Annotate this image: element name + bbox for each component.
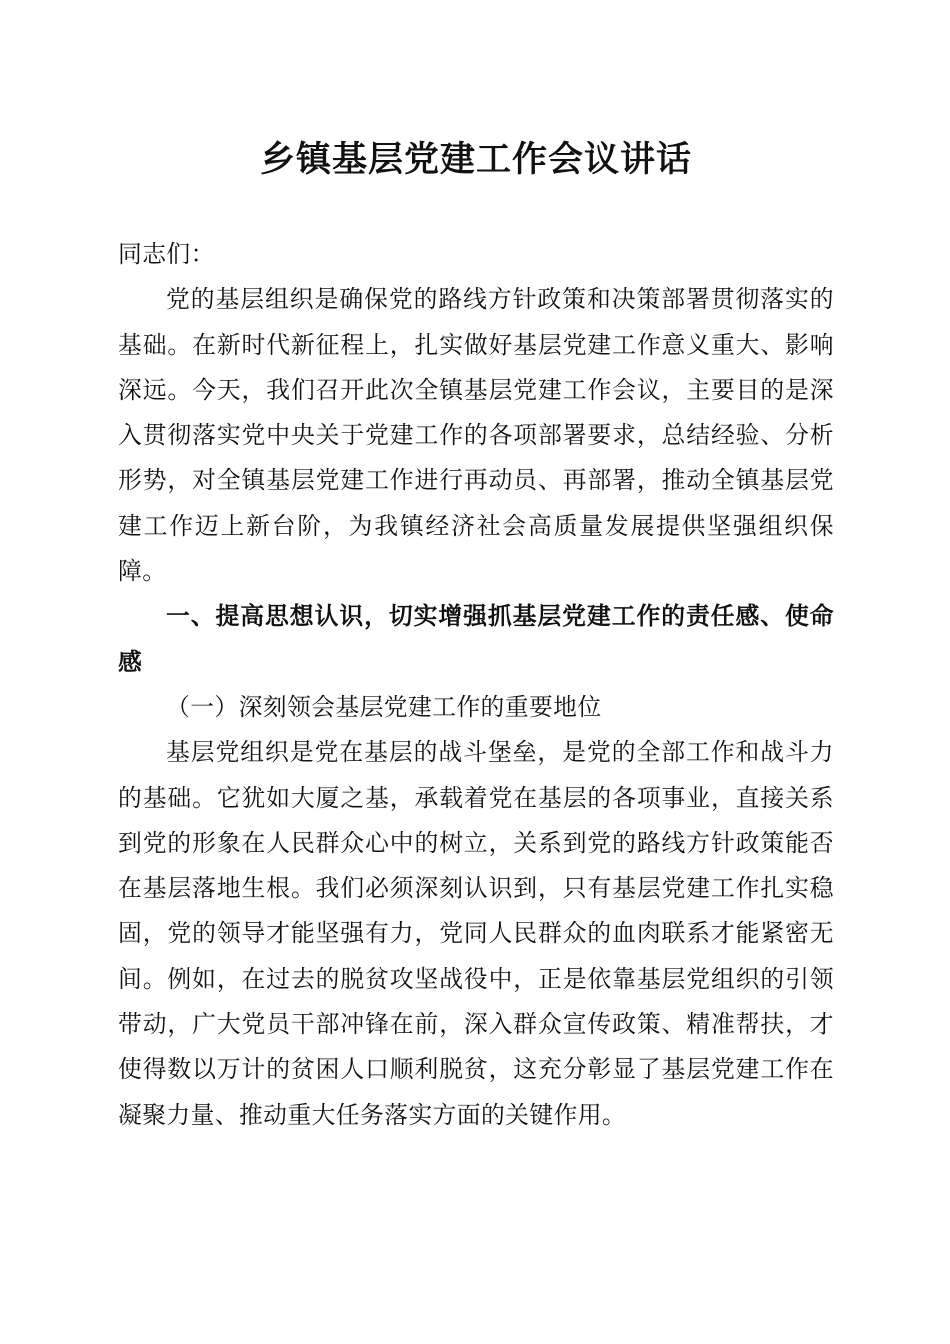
intro-paragraph: 党的基层组织是确保党的路线方针政策和决策部署贯彻落实的基础。在新时代新征程上，扎实做好基层党建工作意义重大、影响深远。今天，我们召开此次全镇基层党建工作会议，主要目的是深入贯彻落实党中央关于党建工作的各项部署要求，总结经验、分析形势，对全镇基层党建工作进行再动员、再部署，推动全镇基层党建工作迈上新台阶，为我镇经济社会高质量发展提供坚强组织保障。 bbox=[118, 285, 834, 586]
subsection-heading: （一）深刻领会基层党建工作的重要地位 bbox=[166, 692, 602, 721]
subsection-paragraph: 基层党组织是党在基层的战斗堡垒，是党的全部工作和战斗力的基础。它犹如大厦之基，承载着党在基层的各项事业，直接关系到党的形象在人民群众心中的树立，关系到党的路线方针政策能否在基层落地生根。我们必须深刻认识到，只有基层党建工作扎实稳固，党的领导才能坚强有力，党同人民群众的血肉联系才能紧密无间。例如，在过去的脱贫攻坚战役中，正是依靠基层党组织的引领带动，广大党员干部冲锋在前，深入群众宣传政策、精准帮扶，才使得数以万计的贫困人口顺利脱贫，这充分彰显了基层党建工作在凝聚力量、推动重大任务落实方面的关键作用。 bbox=[118, 738, 834, 1129]
document-body bbox=[118, 232, 834, 1138]
section-heading: 一、提高思想认识，切实增强抓基层党建工作的责任感、使命感 bbox=[118, 602, 834, 676]
document-title: 乡镇基层党建工作会议讲话 bbox=[259, 139, 692, 180]
salutation: 同志们： bbox=[118, 240, 215, 268]
